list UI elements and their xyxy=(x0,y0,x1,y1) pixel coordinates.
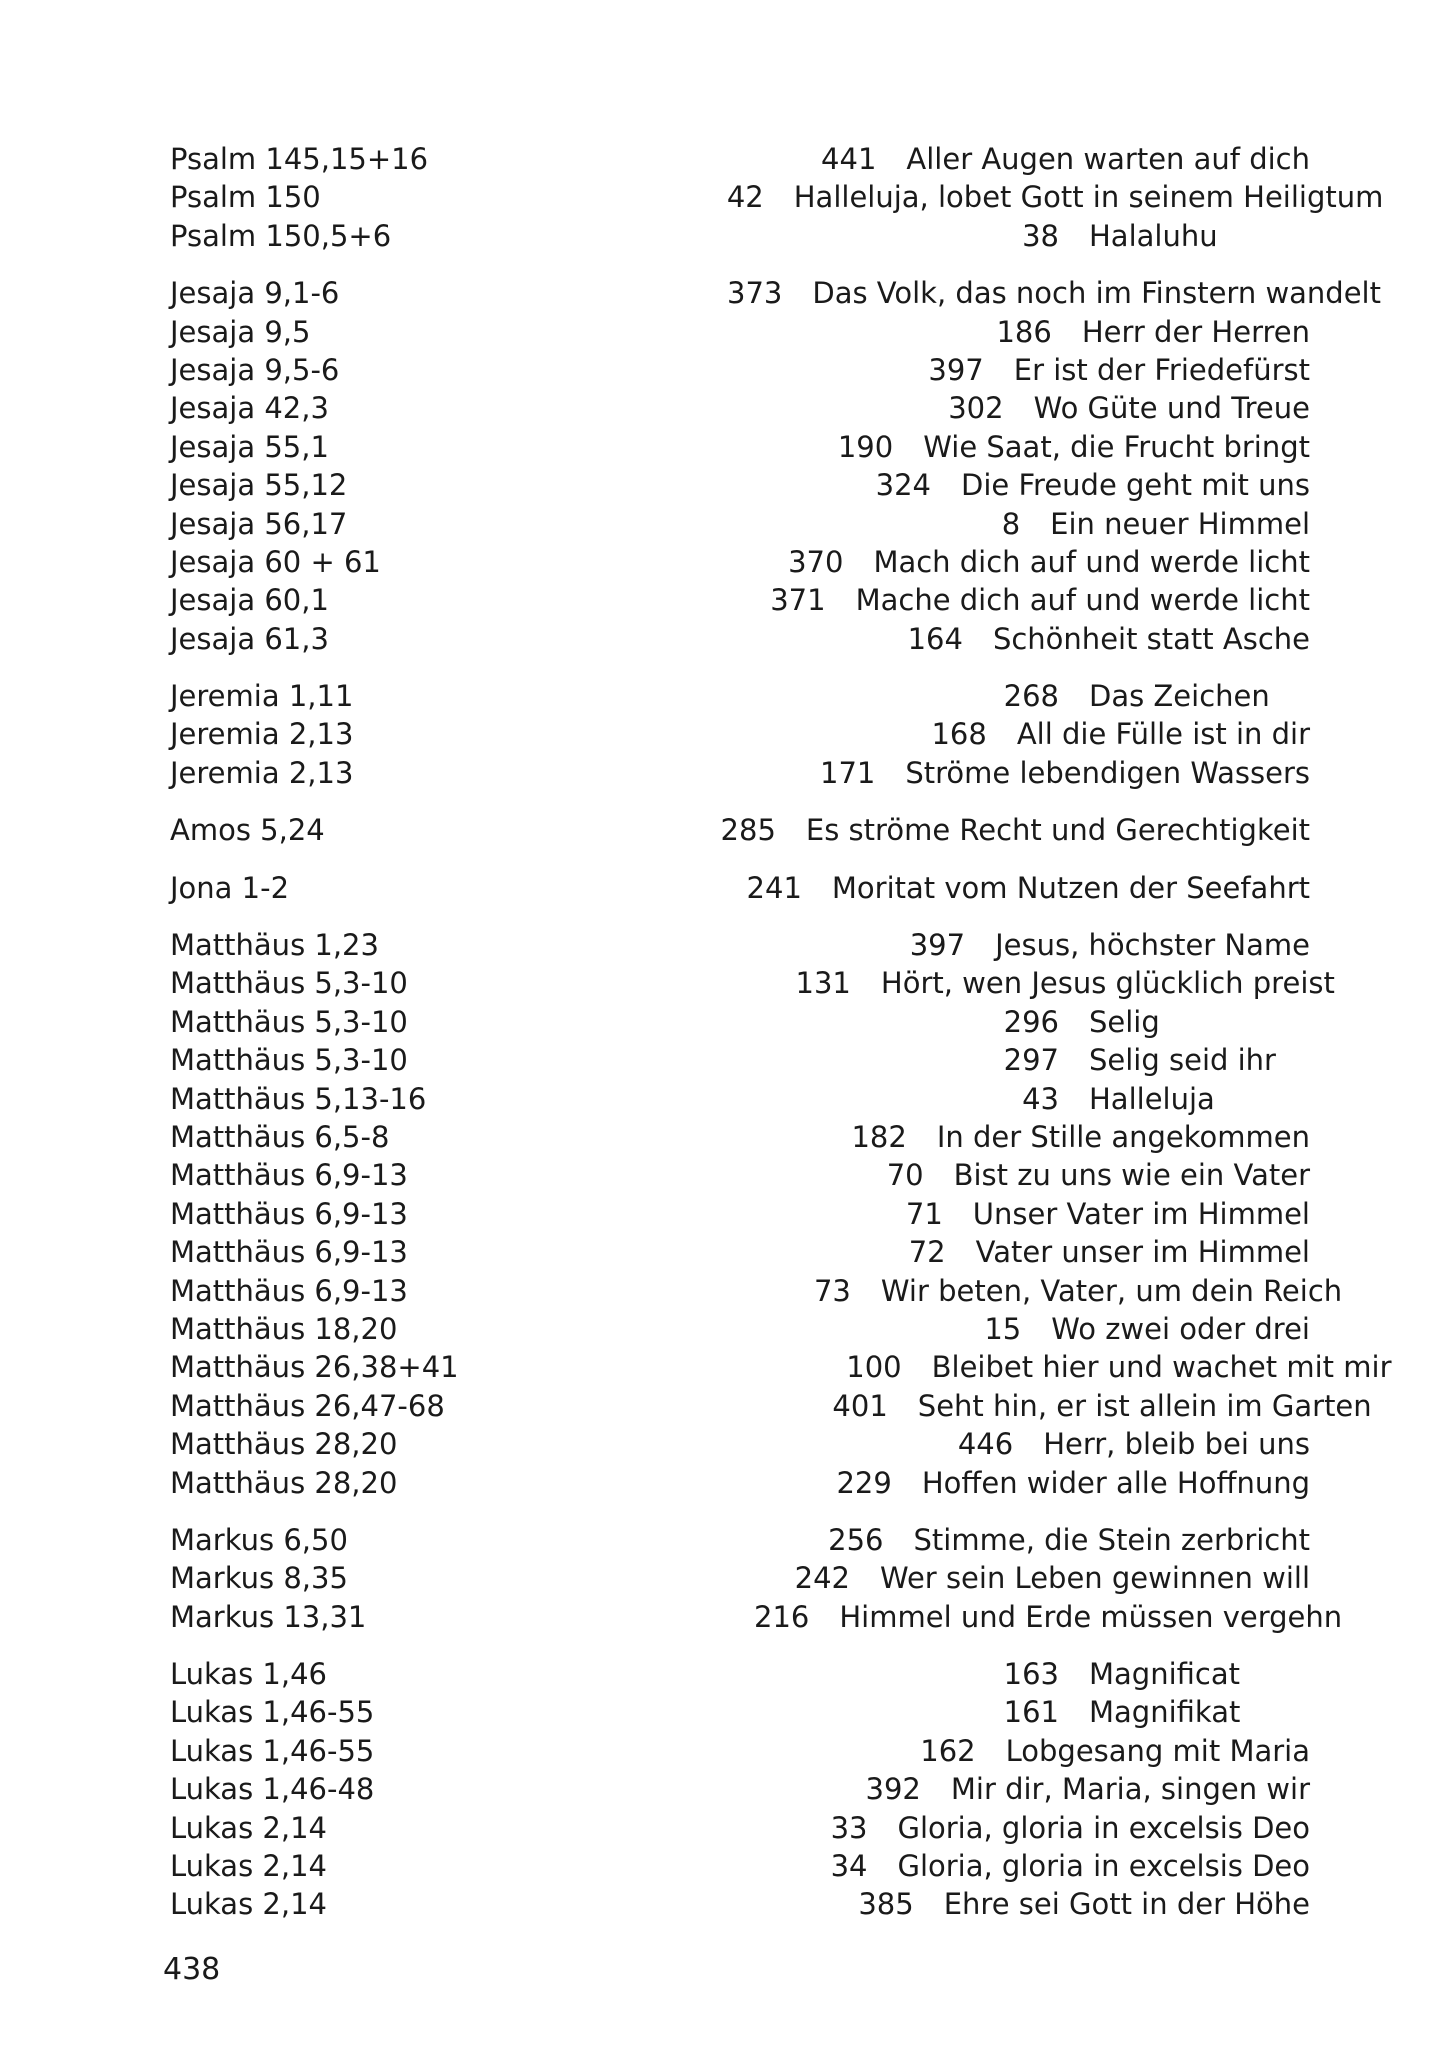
song-number: 8 xyxy=(1001,506,1021,541)
song-number: 297 xyxy=(1003,1043,1059,1078)
song-title: Er ist der Friedefürst xyxy=(1013,352,1310,387)
index-row xyxy=(170,505,1310,543)
scripture-reference: Jona 1-2 xyxy=(170,870,290,905)
index-row xyxy=(170,428,1310,466)
index-row xyxy=(170,1387,1372,1425)
scripture-reference: Matthäus 28,20 xyxy=(170,1427,398,1462)
index-row xyxy=(170,1272,1343,1310)
index-row xyxy=(170,1693,1310,1731)
song-number: 397 xyxy=(909,928,966,963)
song-title: Magnificat xyxy=(1089,1657,1240,1692)
song-title: Wo zwei oder drei xyxy=(1051,1311,1310,1346)
scripture-reference: Matthäus 5,3-10 xyxy=(170,1043,408,1078)
song-title: Lobgesang mit Maria xyxy=(1005,1733,1310,1768)
scripture-reference: Markus 6,50 xyxy=(170,1522,348,1557)
index-row xyxy=(170,1521,1310,1559)
index-row xyxy=(170,811,1310,849)
song-number: 43 xyxy=(1022,1081,1059,1116)
song-title: Halleluja, lobet Gott in seinem Heiligtum xyxy=(793,180,1384,215)
index-row xyxy=(170,1233,1310,1271)
song-number: 73 xyxy=(813,1273,851,1308)
song-number: 131 xyxy=(795,966,851,1001)
scripture-reference: Lukas 1,46 xyxy=(170,1657,327,1692)
scripture-reference: Matthäus 26,38+41 xyxy=(170,1350,459,1385)
song-number: 285 xyxy=(720,813,776,848)
index-row xyxy=(170,1080,1310,1118)
index-row xyxy=(170,715,1310,753)
song-number: 168 xyxy=(931,717,987,752)
index-row xyxy=(170,1885,1310,1923)
song-title: Wo Güte und Treue xyxy=(1033,391,1310,426)
song-title: Mache dich auf und werde licht xyxy=(855,583,1310,618)
scripture-reference: Matthäus 6,9-13 xyxy=(170,1273,408,1308)
index-row xyxy=(170,1598,1343,1636)
index-row xyxy=(170,581,1310,619)
song-number: 33 xyxy=(830,1810,868,1845)
index-group xyxy=(170,811,1310,849)
song-title: Halleluja xyxy=(1089,1081,1215,1116)
song-number: 256 xyxy=(828,1522,884,1557)
index-row xyxy=(170,274,1381,312)
song-title: Moritat vom Nutzen der Seefahrt xyxy=(831,870,1310,905)
song-title: Gloria, gloria in excelsis Deo xyxy=(897,1849,1310,1884)
song-title: Gloria, gloria in excelsis Deo xyxy=(897,1810,1310,1845)
song-title: Seht hin, er ist allein im Garten xyxy=(917,1388,1372,1423)
scripture-reference: Lukas 2,14 xyxy=(170,1849,327,1884)
index-row xyxy=(170,1195,1310,1233)
song-title: Das Volk, das noch im Finstern wandelt xyxy=(812,276,1381,311)
song-number: 182 xyxy=(851,1119,907,1154)
index-row xyxy=(170,926,1310,964)
song-title: Halaluhu xyxy=(1089,218,1218,253)
song-title: Herr der Herren xyxy=(1081,314,1310,349)
song-title: Das Zeichen xyxy=(1089,679,1270,714)
song-number: 296 xyxy=(1003,1004,1059,1039)
scripture-reference: Jesaja 56,17 xyxy=(170,506,348,541)
song-number: 70 xyxy=(886,1158,924,1193)
song-number: 397 xyxy=(928,352,984,387)
index-row xyxy=(170,1809,1310,1847)
scripture-reference: Psalm 145,15+16 xyxy=(170,142,429,176)
index-row xyxy=(170,1156,1310,1194)
scripture-reference: Matthäus 26,47-68 xyxy=(170,1388,445,1423)
song-title: Wie Saat, die Frucht bringt xyxy=(923,429,1310,464)
index-row xyxy=(170,677,1310,715)
song-title: Es ströme Recht und Gerechtigkeit xyxy=(805,813,1310,848)
scripture-reference: Lukas 1,46-55 xyxy=(170,1695,375,1730)
scripture-reference: Matthäus 1,23 xyxy=(170,928,379,963)
song-title: Hört, wen Jesus glücklich preist xyxy=(880,966,1335,1001)
song-number: 72 xyxy=(908,1235,946,1270)
index-group xyxy=(170,1521,1343,1636)
song-title: Aller Augen warten auf dich xyxy=(906,142,1310,176)
scripture-reference: Matthäus 5,3-10 xyxy=(170,966,408,1001)
scripture-reference: Jeremia 2,13 xyxy=(170,755,354,790)
song-number: 446 xyxy=(957,1427,1014,1462)
song-title: Wir beten, Vater, um dein Reich xyxy=(880,1273,1343,1308)
scripture-reference: Matthäus 5,3-10 xyxy=(170,1004,408,1039)
scripture-reference: Psalm 150 xyxy=(170,180,321,215)
song-number: 302 xyxy=(948,391,1004,426)
index-row xyxy=(170,1770,1310,1808)
index-row xyxy=(170,1041,1310,1079)
song-title: Mir dir, Maria, singen wir xyxy=(950,1772,1310,1807)
scripture-index xyxy=(170,140,1392,1943)
song-title: Stimme, die Stein zerbricht xyxy=(913,1522,1310,1557)
index-row xyxy=(170,1118,1310,1156)
scripture-reference: Psalm 150,5+6 xyxy=(170,218,392,253)
song-title: Unser Vater im Himmel xyxy=(972,1196,1310,1231)
song-title: Bist zu uns wie ein Vater xyxy=(953,1158,1310,1193)
song-title: Die Freude geht mit uns xyxy=(961,468,1310,503)
song-number: 163 xyxy=(1003,1657,1059,1692)
song-title: All die Fülle ist in dir xyxy=(1016,717,1310,752)
index-row xyxy=(170,869,1310,907)
scripture-reference: Jesaja 42,3 xyxy=(170,391,329,426)
index-row xyxy=(170,313,1310,351)
song-number: 401 xyxy=(832,1388,888,1423)
index-group xyxy=(170,140,1384,255)
scripture-reference: Jeremia 1,11 xyxy=(170,679,354,714)
index-group xyxy=(170,926,1392,1502)
song-title: Schönheit statt Asche xyxy=(992,621,1310,656)
song-title: Hoffen wider alle Hoffnung xyxy=(921,1465,1310,1500)
index-row xyxy=(170,140,1310,178)
scripture-reference: Matthäus 6,9-13 xyxy=(170,1196,408,1231)
song-number: 34 xyxy=(830,1849,868,1884)
scripture-reference: Matthäus 28,20 xyxy=(170,1465,398,1500)
index-row xyxy=(170,466,1310,504)
scripture-reference: Matthäus 6,9-13 xyxy=(170,1158,408,1193)
index-row xyxy=(170,1348,1392,1386)
scripture-reference: Matthäus 6,5-8 xyxy=(170,1119,390,1154)
index-row xyxy=(170,217,1310,255)
index-group xyxy=(170,1655,1310,1924)
song-number: 268 xyxy=(1003,679,1059,714)
index-row xyxy=(170,754,1310,792)
song-number: 229 xyxy=(836,1465,892,1500)
scripture-reference: Jesaja 55,1 xyxy=(170,429,329,464)
scripture-reference: Jeremia 2,13 xyxy=(170,717,354,752)
index-row xyxy=(170,1559,1310,1597)
index-row xyxy=(170,178,1384,216)
song-title: Selig xyxy=(1089,1004,1160,1039)
index-group xyxy=(170,274,1381,658)
scripture-reference: Jesaja 60 + 61 xyxy=(170,544,381,579)
song-title: Bleibet hier und wachet mit mir xyxy=(931,1350,1392,1385)
song-number: 371 xyxy=(770,583,826,618)
song-title: Herr, bleib bei uns xyxy=(1043,1427,1310,1462)
song-number: 242 xyxy=(794,1561,850,1596)
song-title: Jesus, höchster Name xyxy=(995,928,1310,963)
scripture-reference: Matthäus 6,9-13 xyxy=(170,1235,408,1270)
index-row xyxy=(170,964,1335,1002)
song-number: 71 xyxy=(905,1196,943,1231)
scripture-reference: Jesaja 9,5-6 xyxy=(170,352,340,387)
scripture-reference: Jesaja 9,1-6 xyxy=(170,276,340,311)
song-title: Wer sein Leben gewinnen will xyxy=(879,1561,1310,1596)
scripture-reference: Amos 5,24 xyxy=(170,813,325,848)
index-row xyxy=(170,389,1310,427)
song-number: 441 xyxy=(821,142,877,176)
scripture-reference: Lukas 2,14 xyxy=(170,1810,327,1845)
scripture-reference: Jesaja 9,5 xyxy=(170,314,311,349)
index-row xyxy=(170,1847,1310,1885)
song-number: 373 xyxy=(727,276,783,311)
scripture-reference: Lukas 1,46-55 xyxy=(170,1733,375,1768)
scripture-reference: Matthäus 18,20 xyxy=(170,1311,398,1346)
song-number: 38 xyxy=(1022,218,1059,253)
song-number: 241 xyxy=(746,870,802,905)
scripture-reference: Lukas 2,14 xyxy=(170,1887,327,1922)
scripture-reference: Matthäus 5,13-16 xyxy=(170,1081,427,1116)
song-number: 15 xyxy=(984,1311,1022,1346)
song-number: 161 xyxy=(1003,1695,1059,1730)
song-title: Selig seid ihr xyxy=(1089,1043,1276,1078)
song-number: 392 xyxy=(865,1772,921,1807)
song-number: 324 xyxy=(875,468,932,503)
index-row xyxy=(170,620,1310,658)
index-group xyxy=(170,869,1310,907)
song-number: 186 xyxy=(996,314,1052,349)
song-title: Mach dich auf und werde licht xyxy=(873,544,1310,579)
song-number: 162 xyxy=(920,1733,976,1768)
song-title: In der Stille angekommen xyxy=(936,1119,1310,1154)
song-number: 164 xyxy=(907,621,963,656)
index-row xyxy=(170,1464,1310,1502)
scripture-reference: Markus 13,31 xyxy=(170,1599,367,1634)
index-row xyxy=(170,1003,1310,1041)
song-number: 216 xyxy=(754,1599,810,1634)
index-row xyxy=(170,1655,1310,1693)
song-title: Ströme lebendigen Wassers xyxy=(905,755,1310,790)
index-row xyxy=(170,543,1310,581)
song-number: 190 xyxy=(837,429,894,464)
index-row xyxy=(170,351,1310,389)
scripture-reference: Markus 8,35 xyxy=(170,1561,348,1596)
scripture-reference: Lukas 1,46-48 xyxy=(170,1772,375,1807)
scripture-reference: Jesaja 60,1 xyxy=(170,583,329,618)
index-group xyxy=(170,677,1310,792)
scripture-reference: Jesaja 61,3 xyxy=(170,621,329,656)
song-title: Himmel und Erde müssen vergehn xyxy=(839,1599,1343,1634)
song-number: 385 xyxy=(858,1887,914,1922)
index-row xyxy=(170,1732,1310,1770)
song-number: 100 xyxy=(846,1350,902,1385)
index-row xyxy=(170,1425,1310,1463)
index-row xyxy=(170,1310,1310,1348)
page-number: 438 xyxy=(163,1952,221,1987)
song-number: 171 xyxy=(820,755,876,790)
scripture-reference: Jesaja 55,12 xyxy=(170,468,348,503)
song-title: Magnifikat xyxy=(1089,1695,1241,1730)
song-number: 42 xyxy=(726,180,764,215)
song-number: 370 xyxy=(788,544,844,579)
song-title: Vater unser im Himmel xyxy=(975,1235,1310,1270)
song-title: Ein neuer Himmel xyxy=(1050,506,1310,541)
song-title: Ehre sei Gott in der Höhe xyxy=(943,1887,1310,1922)
